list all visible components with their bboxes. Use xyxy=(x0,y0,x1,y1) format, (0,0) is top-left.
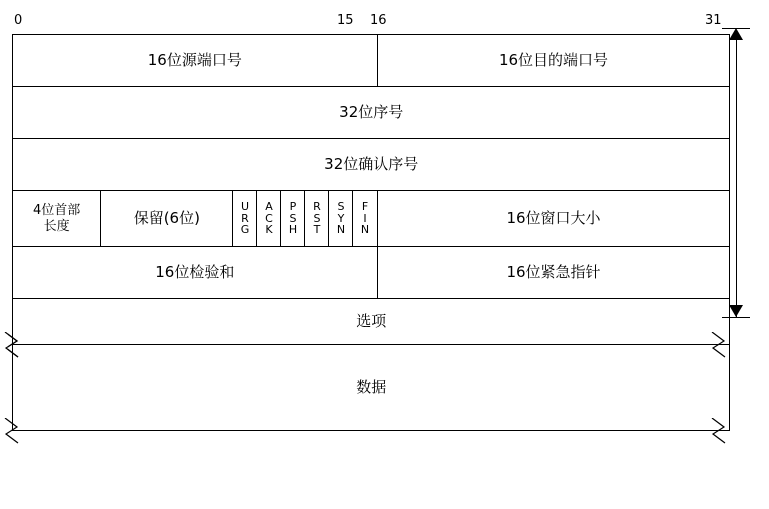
destination-port-label: 16位目的端口号 xyxy=(498,51,609,69)
row-options xyxy=(13,299,730,345)
options-label: 选项 xyxy=(356,312,387,330)
row-data xyxy=(13,345,730,431)
field-destination-port xyxy=(377,35,730,87)
flag-rst-letter-2: S xyxy=(313,211,321,225)
field-reserved xyxy=(101,191,233,247)
field-flag-syn xyxy=(329,191,353,247)
source-port-label: 16位源端口号 xyxy=(147,51,242,69)
field-options xyxy=(13,299,730,345)
reserved-label: 保留(6位) xyxy=(133,209,200,227)
sequence-number-label: 32位序号 xyxy=(339,103,404,121)
flag-psh-letter-1: P xyxy=(289,200,297,214)
flag-fin-letter-2: I xyxy=(363,211,367,225)
flag-urg-letter-3: G xyxy=(240,223,250,237)
field-source-port xyxy=(13,35,378,87)
arrow-head-down-icon xyxy=(729,305,743,317)
tcp-header-table xyxy=(12,34,730,431)
urgent-pointer-label: 16位紧急指针 xyxy=(506,263,601,281)
field-flag-ack xyxy=(257,191,281,247)
row-checksum-urgent xyxy=(13,247,730,299)
header-length-label-line1: 4位首部 xyxy=(32,202,81,218)
row-flags xyxy=(13,191,730,247)
flag-urg-letters xyxy=(233,201,256,236)
field-flag-psh xyxy=(281,191,305,247)
flag-ack-letter-3: K xyxy=(265,223,273,237)
field-data xyxy=(13,345,730,431)
window-size-label: 16位窗口大小 xyxy=(506,209,601,227)
data-label: 数据 xyxy=(356,378,387,396)
row-acknowledgement-number xyxy=(13,139,730,191)
acknowledgement-number-label: 32位确认序号 xyxy=(324,155,419,173)
bit-label-31: 31 xyxy=(705,13,722,28)
flag-rst-letter-3: T xyxy=(313,223,321,237)
flag-syn-letter-2: Y xyxy=(337,211,345,225)
arrow-cap-bottom xyxy=(722,317,750,318)
bit-label-16: 16 xyxy=(370,13,387,28)
field-header-length xyxy=(13,191,101,247)
header-length-label-line2: 长度 xyxy=(43,218,70,234)
flag-psh-letter-3: H xyxy=(288,223,298,237)
flag-ack-letter-1: A xyxy=(265,200,273,214)
bit-label-15: 15 xyxy=(337,13,354,28)
break-mark-data-right xyxy=(710,418,726,444)
flag-urg-letter-1: U xyxy=(240,200,249,214)
flag-rst-letters xyxy=(305,201,328,236)
break-mark-options-left xyxy=(4,332,20,358)
field-window-size xyxy=(377,191,730,247)
flag-syn-letters xyxy=(329,201,352,236)
checksum-label: 16位检验和 xyxy=(155,263,235,281)
field-sequence-number xyxy=(13,87,730,139)
field-flag-fin xyxy=(353,191,377,247)
field-flag-rst xyxy=(305,191,329,247)
field-urgent-pointer xyxy=(377,247,730,299)
flag-urg-letter-2: R xyxy=(241,211,249,225)
flag-fin-letter-1: F xyxy=(361,200,369,214)
flag-psh-letters xyxy=(281,201,304,236)
flag-syn-letter-3: N xyxy=(336,223,346,237)
flag-rst-letter-1: R xyxy=(313,200,321,214)
break-mark-data-left xyxy=(4,418,20,444)
flag-syn-letter-1: S xyxy=(337,200,345,214)
field-checksum xyxy=(13,247,378,299)
row-ports xyxy=(13,35,730,87)
field-flag-urg xyxy=(233,191,257,247)
arrow-shaft xyxy=(736,34,737,317)
flag-fin-letter-3: N xyxy=(360,223,370,237)
flag-ack-letter-2: C xyxy=(265,211,273,225)
row-sequence-number xyxy=(13,87,730,139)
flag-fin-letters xyxy=(353,201,376,236)
flag-psh-letter-2: S xyxy=(289,211,297,225)
break-mark-options-right xyxy=(710,332,726,358)
bit-label-0: 0 xyxy=(14,13,23,28)
field-acknowledgement-number xyxy=(13,139,730,191)
flag-ack-letters xyxy=(257,201,280,236)
